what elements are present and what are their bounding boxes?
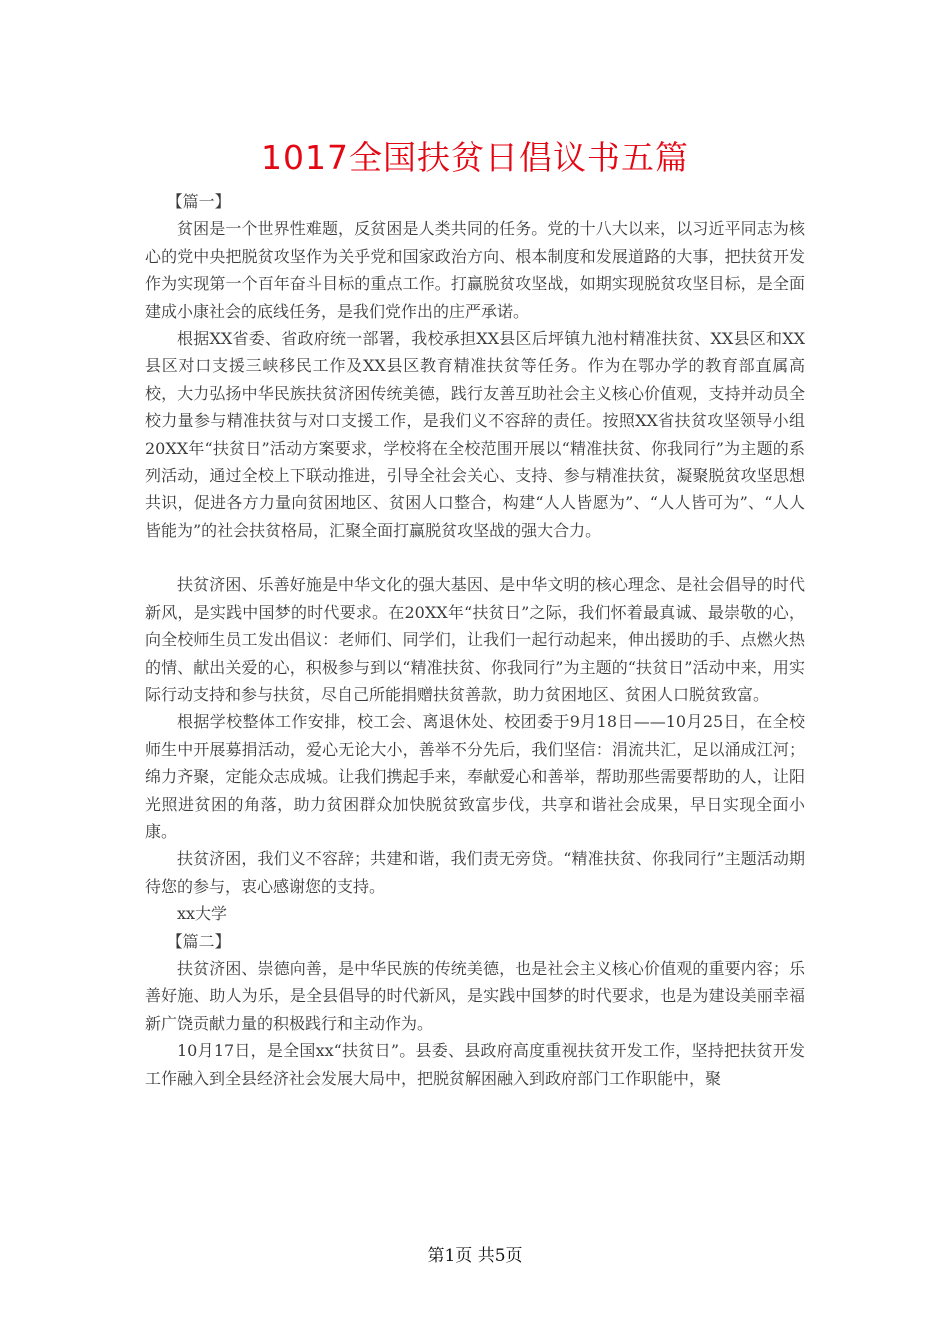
page-number: 第1页 共5页 bbox=[427, 1246, 523, 1266]
document-title: 1017全国扶贫日倡议书五篇 bbox=[261, 138, 689, 177]
signature: xx大学 bbox=[177, 904, 228, 924]
section-heading-two: 【篇二】 bbox=[166, 931, 231, 951]
paragraph: 扶贫济困、乐善好施是中华文化的强大基因、是中华文明的核心理念、是社会倡导的时代新风，是实践中国梦的时代要求。在20XX年“扶贫日”之际，我们怀着最真诚、最崇敬的心，向全校师生员工发出倡议：老师们、同学们，让我们一起行动起来，伸出援助的手、点燃火热的情、献出关爱的心，积极参与到以“精准扶贫、你我同行”为主题的“扶贫日”活动中来，用实际行动支持和参与扶贫，尽自己所能捐赠扶贫善款，助力贫困地区、贫困人口脱贫致富。 bbox=[145, 575, 805, 704]
paragraph: 贫困是一个世界性难题，反贫困是人类共同的任务。党的十八大以来，以习近平同志为核心的党中央把脱贫攻坚作为关乎党和国家政治方向、根本制度和发展道路的大事，把扶贫开发作为实现第一个百年奋斗目标的重点工作。打赢脱贫攻坚战，如期实现脱贫攻坚目标，是全面建成小康社会的底线任务，是我们党作出的庄严承诺。 bbox=[145, 219, 805, 321]
section-heading-one: 【篇一】 bbox=[166, 192, 231, 211]
paragraph: 根据XX省委、省政府统一部署，我校承担XX县区后坪镇九池村精准扶贫、XX县区和XX县区对口支援三峡移民工作及XX县区教育精准扶贫等任务。作为在鄂办学的教育部直属高校，大力弘扬中华民族扶贫济困传统美德，践行友善互助社会主义核心价值观，支持并动员全校力量参与精准扶贫与对口支援工作，是我们义不容辞的责任。按照XX省扶贫攻坚领导小组20XX年“扶贫日”活动方案要求，学校将在全校范围开展以“精准扶贫、你我同行”为主题的系列活动，通过全校上下联动推进，引导全社会关心、支持、参与精准扶贫，凝聚脱贫攻坚思想共识，促进各方力量向贫困地区、贫困人口整合，构建“人人皆愿为”、“人人皆可为”、“人人皆能为”的社会扶贫格局，汇聚全面打赢脱贫攻坚战的强大合力。 bbox=[145, 329, 805, 540]
paragraph: 扶贫济困、崇德向善，是中华民族的传统美德，也是社会主义核心价值观的重要内容；乐善好施、助人为乐，是全县倡导的时代新风，是实践中国梦的时代要求，也是为建设美丽幸福新广饶贡献力量的积极践行和主动作为。 bbox=[145, 958, 805, 1033]
document-body bbox=[145, 188, 805, 1092]
paragraph: 10月17日，是全国xx“扶贫日”。县委、县政府高度重视扶贫开发工作，坚持把扶贫开发工作融入到全县经济社会发展大局中，把脱贫解困融入到政府部门工作职能中，聚 bbox=[145, 1041, 805, 1088]
paragraph: 根据学校整体工作安排，校工会、离退休处、校团委于9月18日——10月25日，在全校师生中开展募捐活动，爱心无论大小，善举不分先后，我们坚信：涓流共汇，足以涌成江河；绵力齐聚，定能众志成城。让我们携起手来，奉献爱心和善举，帮助那些需要帮助的人，让阳光照进贫困的角落，助力贫困群众加快脱贫致富步伐，共享和谐社会成果，早日实现全面小康。 bbox=[145, 712, 805, 841]
paragraph: 扶贫济困，我们义不容辞；共建和谐，我们责无旁贷。“精准扶贫、你我同行”主题活动期待您的参与，衷心感谢您的支持。 bbox=[145, 849, 805, 896]
